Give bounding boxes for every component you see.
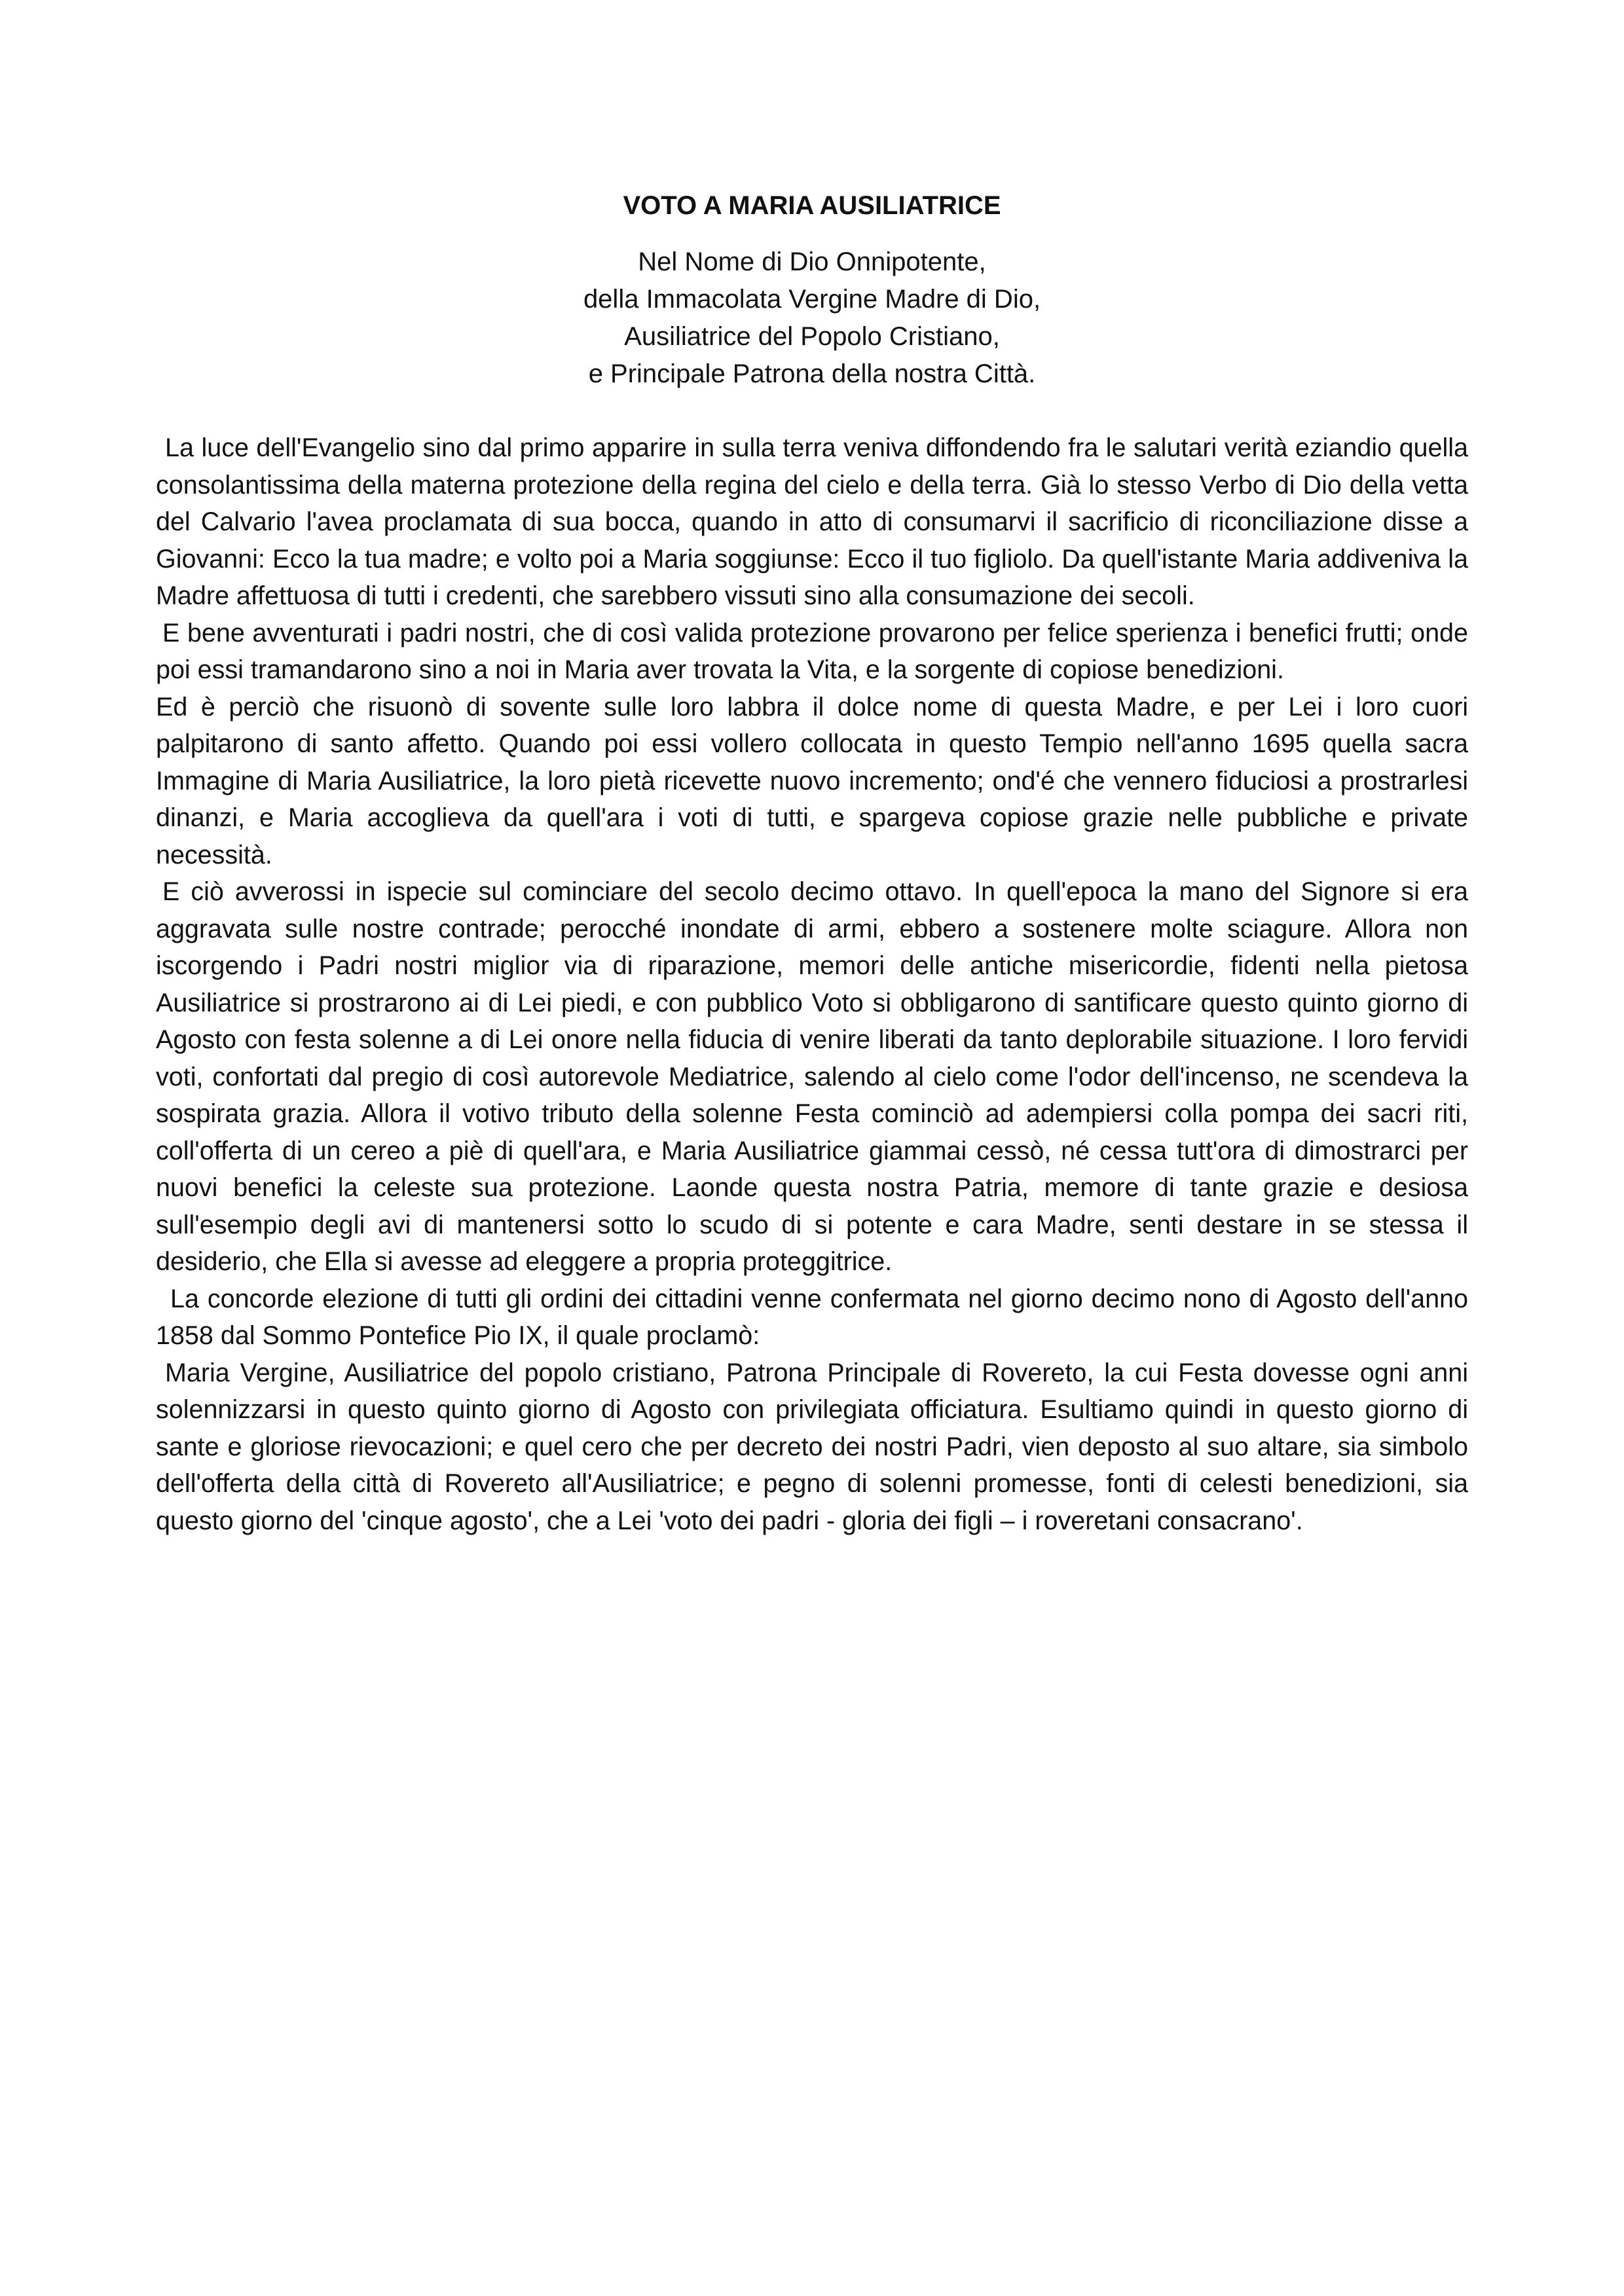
body-paragraph: Ed è perciò che risuonò di sovente sulle loro labbra il dolce nome di questa Madre, e per Lei i loro cuori palpitarono di santo affetto. Quando poi essi vollero collocata in questo Tempio nell'anno 1695 quella sacra Immagine di Maria Ausiliatrice, la loro pietà ricevette nuovo incremento; ond'é che vennero fiduciosi a prostrarlesi dinanzi, e Maria accoglieva da quell'ara i voti di tutti, e spargeva copiose grazie nelle pubbliche e private necessità. [156, 692, 1468, 869]
body-paragraph: Maria Vergine, Ausiliatrice del popolo cristiano, Patrona Principale di Rovereto, la cui Festa dovesse ogni anni solennizzarsi in questo quinto giorno di Agosto con privilegiata officiatura. Esultiamo quindi in questo giorno di sante e gloriose rievocazioni; e quel cero che per decreto dei nostri Padri, vien deposto al suo altare, sia simbolo dell'offerta della città di Rovereto all'Ausiliatrice; e pegno di solenni promesse, fonti di celesti benedizioni, sia questo giorno del 'cinque agosto', che a Lei 'voto dei padri - gloria dei figli – i roveretani consacrano'. [156, 1358, 1468, 1535]
invocation-line: Nel Nome di Dio Onnipotente, [638, 247, 986, 276]
document-title: VOTO A MARIA AUSILIATRICE [623, 191, 1001, 220]
body-paragraph: E ciò avverossi in ispecie sul cominciare del secolo decimo ottavo. In quell'epoca la mano del Signore si era aggravata sulle nostre contrade; perocché inondate di armi, ebbero a sostenere molte sciagure. Allora non iscorgendo i Padri nostri miglior via di riparazione, memori delle antiche misericordie, fidenti nella pietosa Ausiliatrice si prostrarono ai di Lei piedi, e con pubblico Voto si obbligarono di santificare questo quinto giorno di Agosto con festa solenne a di Lei onore nella fiducia di venire liberati da tanto deplorabile situazione. I loro fervidi voti, confortati dal pregio di così autorevole Mediatrice, salendo al cielo come l'odor dell'incenso, ne scendeva la sospirata grazia. Allora il votivo tributo della solenne Festa cominciò ad adempiersi colla pompa dei sacri riti, coll'offerta di un cereo a piè di quell'ara, e Maria Ausiliatrice giammai cessò, né cessa tutt'ora di dimostrarci per nuovi benefici la celeste sua protezione. Laonde questa nostra Patria, memore di tante grazie e desiosa sull'esempio degli avi di mantenersi sotto lo scudo di si potente e cara Madre, senti destare in se stessa il desiderio, che Ella si avesse ad eleggere a propria proteggitrice. [156, 877, 1468, 1276]
document-body [156, 429, 1468, 1539]
document-page [156, 187, 1468, 1539]
invocation-block [156, 244, 1468, 393]
invocation-line: Ausiliatrice del Popolo Cristiano, [624, 322, 1000, 351]
body-paragraph: La concorde elezione di tutti gli ordini dei cittadini venne confermata nel giorno decimo nono di Agosto dell'anno 1858 dal Sommo Pontefice Pio IX, il quale proclamò: [156, 1284, 1468, 1350]
body-paragraph: E bene avventurati i padri nostri, che di così valida protezione provarono per felice sperienza i benefici frutti; onde poi essi tramandarono sino a noi in Maria aver trovata la Vita, e la sorgente di copiose benedizioni. [156, 618, 1468, 684]
invocation-line: della Immacolata Vergine Madre di Dio, [583, 285, 1041, 314]
body-paragraph: La luce dell'Evangelio sino dal primo apparire in sulla terra veniva diffondendo fra le salutari verità eziandio quella consolantissima della materna protezione della regina del cielo e della terra. Già lo stesso Verbo di Dio della vetta del Calvario l'avea proclamata di sua bocca, quando in atto di consumarvi il sacrificio di riconciliazione disse a Giovanni: Ecco la tua madre; e volto poi a Maria soggiunse: Ecco il tuo figliolo. Da quell'istante Maria addiveniva la Madre affettuosa di tutti i credenti, che sarebbero vissuti sino alla consumazione dei secoli. [156, 433, 1468, 610]
invocation-line: e Principale Patrona della nostra Città. [588, 359, 1036, 388]
